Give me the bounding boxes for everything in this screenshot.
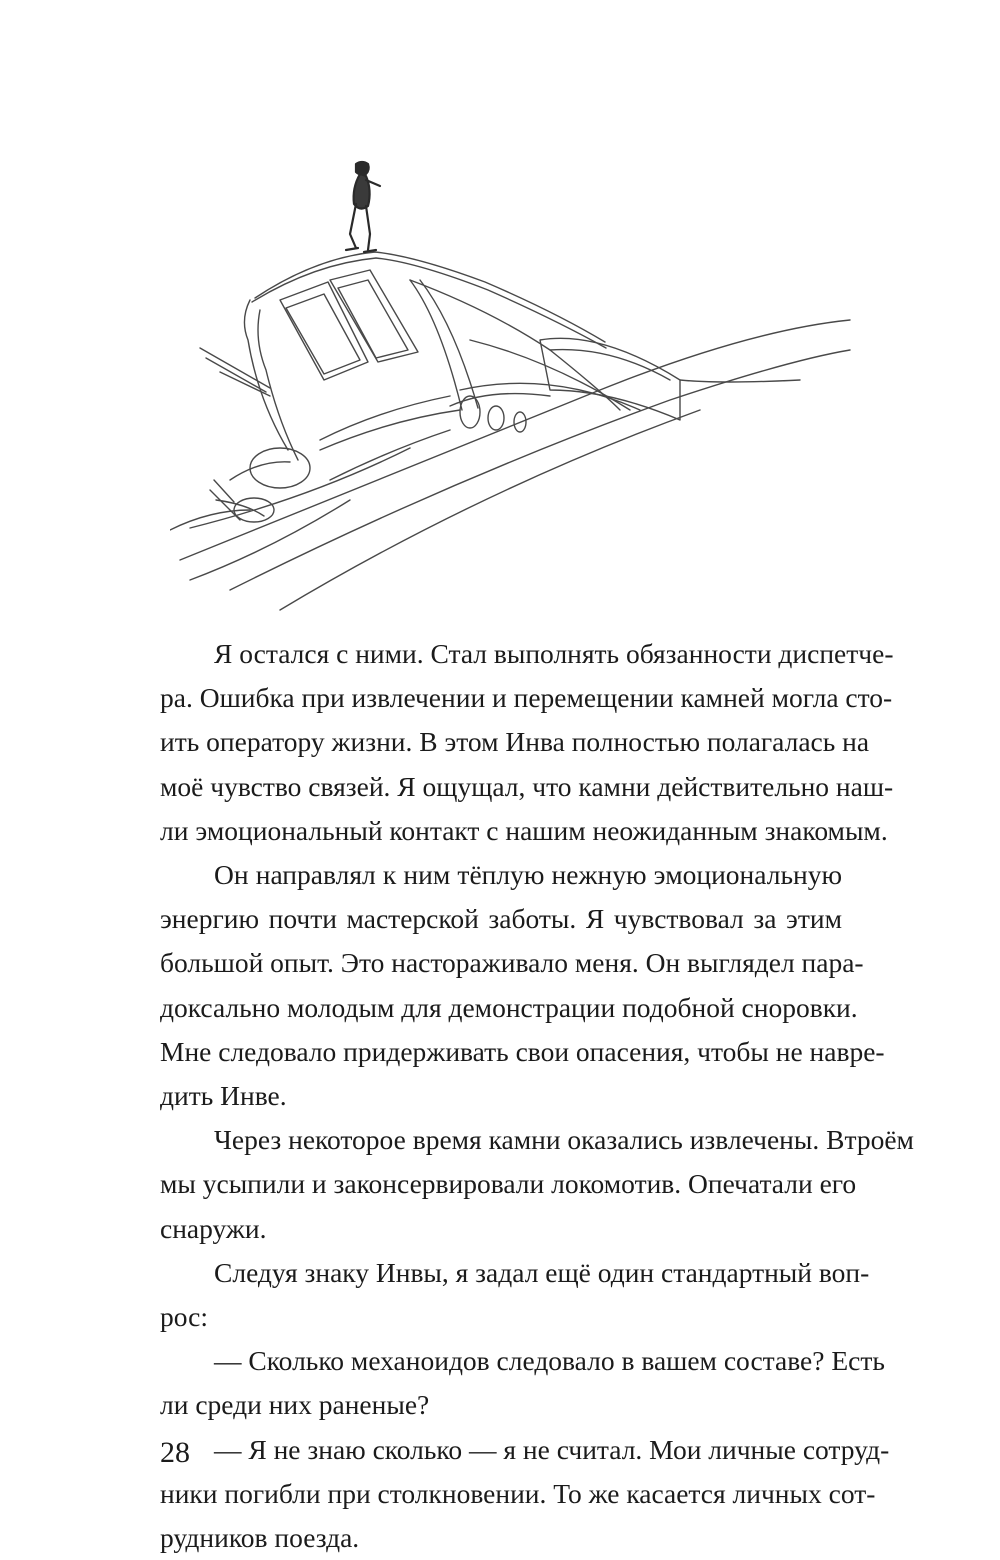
text-line: Через некоторое время камни оказались извлечены. Втроём (214, 1124, 914, 1156)
text-line: большой опыт. Это настораживало меня. Он выглядел пара- (160, 947, 864, 979)
paragraph (160, 632, 894, 853)
text-line: энергию почти мастерской заботы. Я чувствовал за этим (160, 903, 842, 935)
text-line: доксально молодым для демонстрации подобной сноровки. (160, 991, 858, 1023)
paragraph (160, 1118, 914, 1251)
paragraph (160, 853, 885, 1118)
text-line: ли эмоциональный контакт с нашим неожиданным знакомым. (160, 814, 888, 846)
text-line: рос: (160, 1301, 209, 1333)
text-line: ить оператору жизни. В этом Инва полностью полагалась на (160, 726, 870, 758)
text-line: Он направлял к ним тёплую нежную эмоциональную (214, 859, 842, 891)
text-line: — Я не знаю сколько — я не считал. Мои личные сотруд- (214, 1433, 890, 1465)
text-line: Следуя знаку Инвы, я задал ещё один стандартный воп- (214, 1256, 870, 1288)
text-line: ли среди них раненые? (160, 1389, 430, 1421)
text-line: снаружи. (160, 1212, 267, 1244)
text-line: ники погибли при столкновении. То же касается личных сот- (160, 1477, 876, 1509)
text-line: — Сколько механоидов следовало в вашем составе? Есть (214, 1345, 885, 1377)
text-line: мы усыпили и законсервировали локомотив. Опечатали его (160, 1168, 857, 1200)
paragraph (160, 1339, 885, 1427)
text-line: Мне следовало придерживать свои опасения, чтобы не навре- (160, 1035, 885, 1067)
text-line: рудников поезда. (160, 1522, 360, 1554)
train-sketch-illustration (170, 150, 870, 620)
paragraph (160, 1251, 870, 1339)
text-line: моё чувство связей. Я ощущал, что камни действительно наш- (160, 770, 894, 802)
text-line: дить Инве. (160, 1080, 287, 1112)
text-line: Я остался с ними. Стал выполнять обязанности диспетче- (214, 638, 894, 669)
text-line: ра. Ошибка при извлечении и перемещении камней могла сто- (160, 682, 893, 714)
page-number: 28 (160, 1436, 190, 1469)
body-text (160, 632, 914, 1560)
train-sketch-icon (170, 150, 870, 620)
paragraph (160, 1428, 890, 1560)
